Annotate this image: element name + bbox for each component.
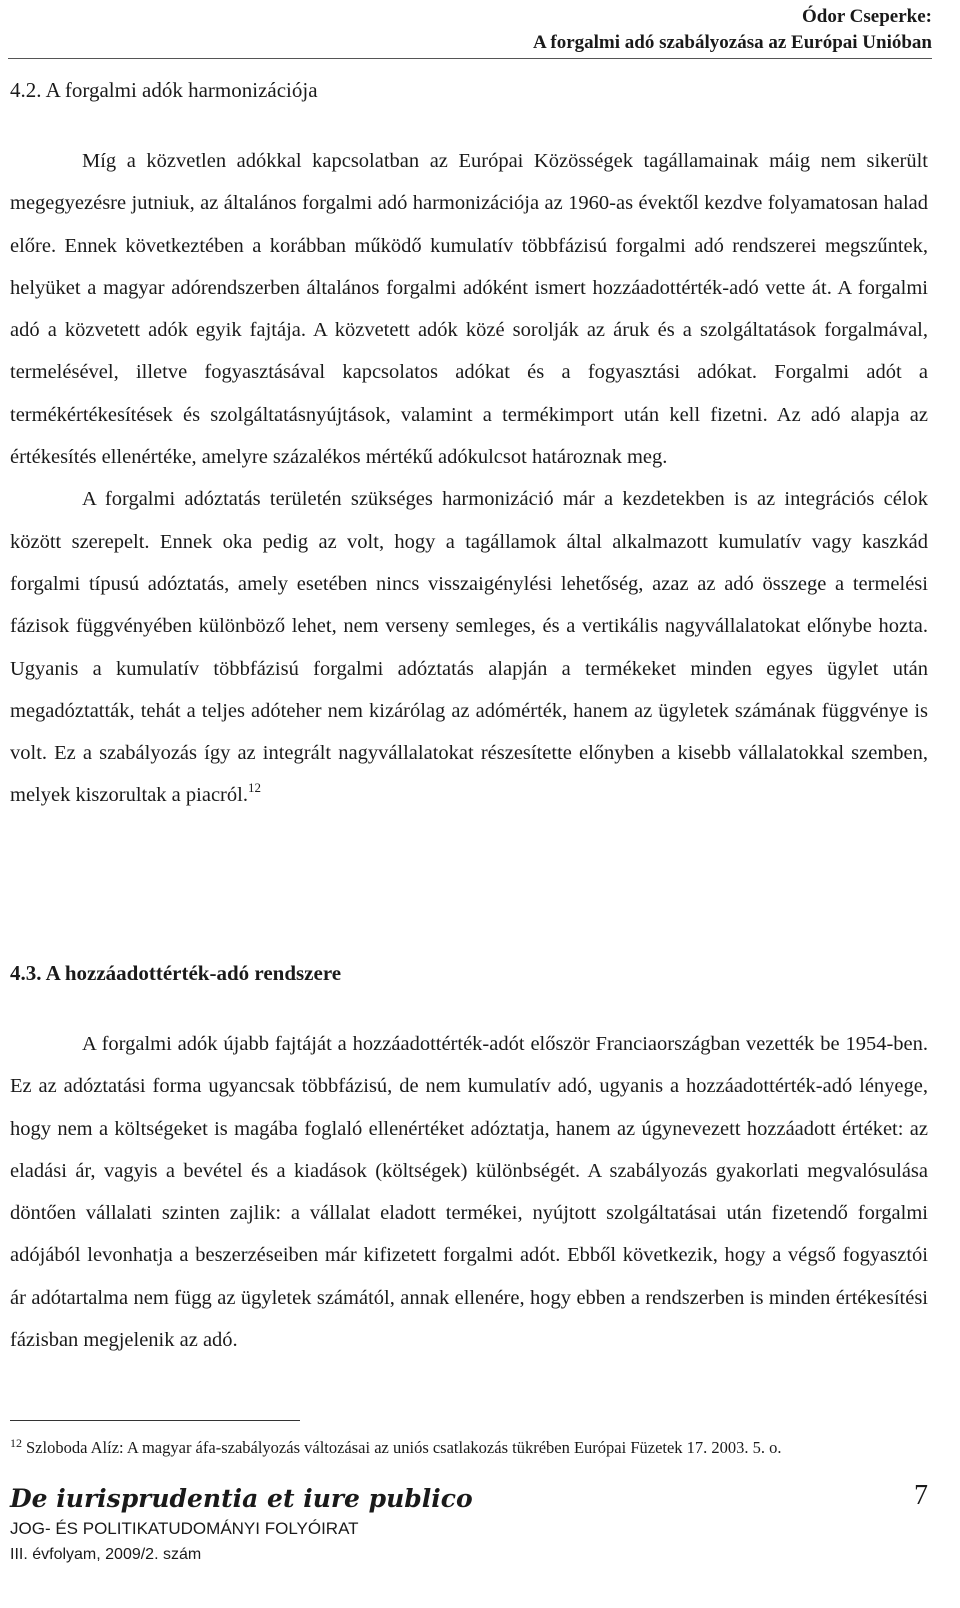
footnote: [10, 1431, 928, 1460]
journal-title: De iurisprudentia et iure publico: [10, 1484, 473, 1513]
journal-issue: III. évfolyam, 2009/2. szám: [10, 1546, 202, 1563]
header-divider: [8, 58, 932, 59]
section-heading-4-2: 4.2. A forgalmi adók harmonizációja: [10, 78, 318, 102]
footnote-text: Szloboda Alíz: A magyar áfa-szabályozás változásai az uniós csatlakozás tükrében Európai Füzetek 17. 2003. 5. o.: [26, 1438, 782, 1457]
header-author: Ódor Cseperke:: [802, 6, 932, 27]
paragraph: A forgalmi adók újabb fajtáját a hozzáadottérték-adót először Franciaországban vezették be 1954-ben. Ez az adóztatási forma ugyancsak többfázisú, de nem kumulatív adó, ugyanis a hozzáadottérték-adó lényege, hogy nem a költségeket is magába foglaló ellenértéket adóztatja, hanem az úgynevezett hozzáadott értéket: az eladási ár, vagyis a bevétel és a kiadások (költségek) különbségét. A szabályozás gyakorlati megvalósulása döntően vállalati szinten zajlik: a vállalat eladott termékei, nyújtott szolgáltatásai után fizetendő forgalmi adójából levonhatja a beszerzéseiben már kifizetett forgalmi adót. Ebből következik, hogy a végső fogyasztói ár adótartalma nem függ az ügyletek számától, annak ellenére, hogy ebben a rendszerben is minden értékesítési fázisban megjelenik az adó.: [10, 1033, 928, 1352]
running-header: [533, 4, 932, 56]
section-4-2-body: [10, 140, 928, 817]
header-title: A forgalmi adó szabályozása az Európai Unióban: [532, 32, 932, 53]
journal-subtitle: JOG- ÉS POLITIKATUDOMÁNYI FOLYÓIRAT: [10, 1519, 359, 1538]
footnote-reference[interactable]: 12: [247, 780, 261, 796]
section-4-3-body: [10, 1023, 928, 1361]
footnote-divider: [10, 1420, 300, 1421]
paragraph-text: A forgalmi adóztatás területén szükséges harmonizáció már a kezdetekben is az integrációs célok között szerepelt. Ennek oka pedig az volt, hogy a tagállamok által alkalmazott kumulatív vagy kaszkád forgalmi típusú adóztatás, amely esetében nincs visszaigénylési lehetőség, azaz az adó összege a termelési fázisok függvényében különböző lehet, nem verseny semleges, és a vertikális nagyvállalatokat előnybe hozta. Ugyanis a kumulatív többfázisú forgalmi adóztatás alapján a termékeket minden egyes ügylet után megadóztatták, tehát a teljes adóteher nem kizárólag az adómérték, hanem az ügyletek számának függvénye is volt. Ez a szabályozás így az integrált nagyvállalatokat részesítette előnyben a kisebb vállalatokkal szemben, melyek kiszorultak a piacról.: [10, 488, 928, 807]
footnote-number: 12: [10, 1436, 22, 1450]
section-heading-4-3: 4.3. A hozzáadottérték-adó rendszere: [10, 961, 342, 985]
paragraph: Míg a közvetlen adókkal kapcsolatban az Európai Közösségek tagállamainak máig nem sikerült megegyezésre jutniuk, az általános forgalmi adó harmonizációja az 1960-as évektől kezdve folyamatosan halad előre. Ennek következtében a korábban működő kumulatív többfázisú forgalmi adó rendszerei megszűntek, helyüket a magyar adórendszerben általános forgalmi adóként ismert hozzáadottérték-adó vette át. A forgalmi adó a közvetett adók egyik fajtája. A közvetett adók közé sorolják az áruk és a szolgáltatások forgalmával, termelésével, illetve fogyasztásával kapcsolatos adókat és a fogyasztási adókat. Forgalmi adót a termékértékesítések és szolgáltatásnyújtások, valamint a termékimport után kell fizetni. Az adó alapja az értékesítés ellenértéke, amelyre százalékos mértékű adókulcsot határoznak meg.: [10, 150, 928, 469]
paragraph: [10, 478, 928, 816]
page-number: 7: [914, 1480, 928, 1511]
